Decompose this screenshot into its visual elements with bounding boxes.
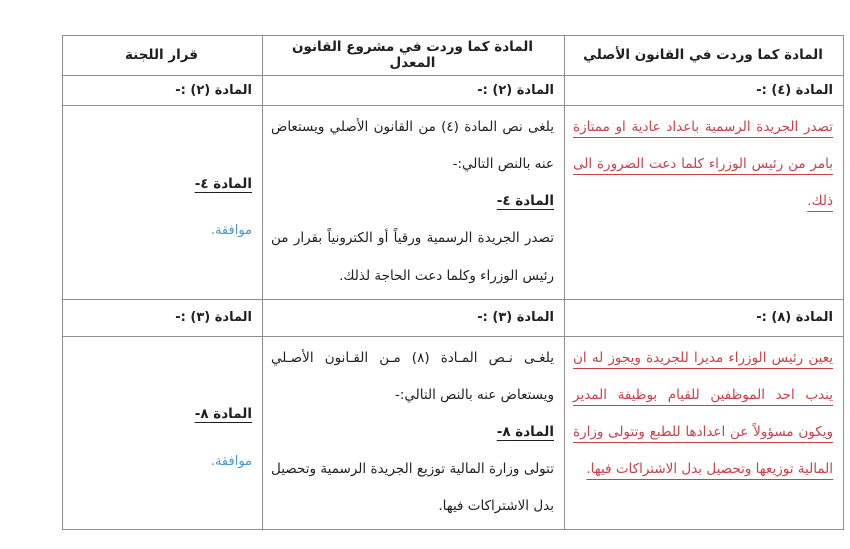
section2-label-row	[63, 299, 844, 336]
section2-amended-article-heading: المادة ٨-	[496, 423, 554, 440]
section1-content-row	[63, 106, 844, 300]
section2-amended-article-text: تتولى وزارة المالية توزيع الجريدة الرسمية وتحصيل بدل الاشتراكات فيها.	[271, 461, 554, 515]
section1-original-cell	[565, 106, 844, 300]
section1-decision-block	[71, 166, 252, 238]
section1-decision-cell	[63, 106, 263, 300]
section2-approval-text: موافقة.	[210, 453, 252, 469]
section1-approval-text: موافقة.	[210, 222, 252, 238]
section1-amended-article-text: تصدر الجريدة الرسمية ورقياً أو الكترونياً بقرار من رئيس الوزراء وكلما دعت الحاجة لذلك.	[271, 230, 554, 284]
header-amended-draft: المادة كما وردت في مشروع القانون المعدل	[263, 36, 565, 76]
section2-amendment-intro: يلغـى نـص المـادة (٨) مـن القـانون الأصـلي ويستعاض عنه بالنص التالي:-	[271, 349, 554, 403]
section1-amended-article-heading: المادة ٤-	[496, 193, 554, 210]
section2-decision-article-heading: المادة ٨-	[194, 406, 252, 423]
section2-decision-block	[71, 396, 252, 468]
header-original-law: المادة كما وردت في القانون الأصلي	[565, 36, 844, 76]
section2-content-row	[63, 336, 844, 530]
header-committee-decision: قرار اللجنة	[63, 36, 263, 76]
section1-original-article-label: المادة (٤) :-	[565, 76, 844, 106]
section1-amended-cell	[263, 106, 565, 300]
section1-label-row	[63, 76, 844, 106]
section2-original-article-label: المادة (٨) :-	[565, 299, 844, 336]
section1-decision-article-heading: المادة ٤-	[194, 175, 252, 192]
section2-original-text: يعين رئيس الوزراء مديرا للجريدة ويجوز له ان يندب احد الموظفين للقيام بوظيفة المدير ويكون مسؤولاً عن اعدادها للطبع وتتولى وزارة المالية توزيعها وتحصيل بدل الاشتراكات فيها.	[573, 349, 833, 477]
section1-amended-article-label: المادة (٢) :-	[263, 76, 565, 106]
section2-original-cell	[565, 336, 844, 530]
law-comparison-table	[62, 35, 844, 530]
section2-decision-article-label: المادة (٣) :-	[63, 299, 263, 336]
section1-amendment-intro: يلغى نص المادة (٤) من القانون الأصلي ويستعاض عنه بالنص التالي:-	[271, 119, 554, 173]
section2-amended-cell	[263, 336, 565, 530]
section1-decision-article-label: المادة (٢) :-	[63, 76, 263, 106]
section2-amended-article-label: المادة (٣) :-	[263, 299, 565, 336]
section1-original-text: تصدر الجريدة الرسمية باعداد عادية او ممتازة بامر من رئيس الوزراء كلما دعت الضرورة الى ذلك.	[573, 119, 833, 210]
header-row	[63, 36, 844, 76]
section2-decision-cell	[63, 336, 263, 530]
